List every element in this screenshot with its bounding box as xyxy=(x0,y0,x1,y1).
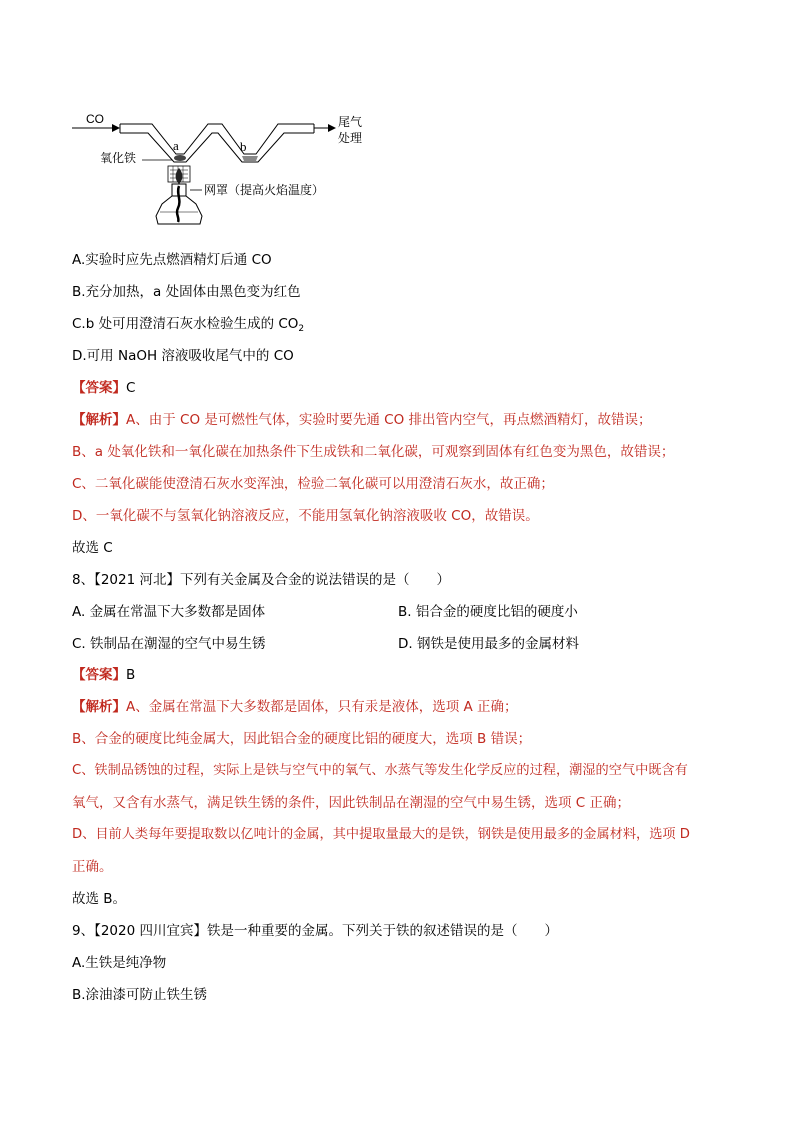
q7-analysis-4: D、一氧化碳不与氢氧化钠溶液反应，不能用氢氧化钠溶液吸收 CO，故错误。 xyxy=(72,508,539,524)
analysis-text: A、由于 CO 是可燃性气体，实验时要先通 CO 排出管内空气，再点燃酒精灯，故错误； xyxy=(126,412,652,428)
q8-conclusion: 故选 B。 xyxy=(72,891,127,907)
q7-option-c-subscript: 2 xyxy=(298,324,305,334)
glass-tube-outer xyxy=(120,124,314,154)
q9-option-b: B.涂油漆可防止铁生锈 xyxy=(72,987,208,1003)
q7-option-c-text: C.b 处可用澄清石灰水检验生成的 CO xyxy=(72,316,299,332)
glass-tube-inner xyxy=(120,133,314,162)
answer-value: C xyxy=(126,380,136,396)
q9-option-a: A.生铁是纯净物 xyxy=(72,955,167,971)
limewater xyxy=(242,156,258,161)
q8-analysis-3a: C、铁制品锈蚀的过程，实际上是铁与空气中的氧气、水蒸气等发生化学反应的过程，潮湿的空气中既含有 xyxy=(72,763,688,778)
q8-option-d: D. 钢铁是使用最多的金属材料 xyxy=(398,636,579,652)
co-label: CO xyxy=(86,112,104,126)
q8-analysis-1 xyxy=(72,698,518,716)
q7-analysis-2: B、a 处氧化铁和一氧化碳在加热条件下生成铁和二氧化碳，可观察到固体有红色变为黑色，故错误； xyxy=(72,444,675,460)
analysis-tag: 【解析】 xyxy=(72,699,126,715)
mesh-label: 网罩（提高火焰温度） xyxy=(204,183,325,197)
exhaust-label-1: 尾气 xyxy=(338,115,363,129)
q8-analysis-3b: 氧气，又含有水蒸气，满足铁生锈的条件，因此铁制品在潮湿的空气中易生锈，选项 C 正确； xyxy=(72,795,631,811)
q8-option-a: A. 金属在常温下大多数都是固体 xyxy=(72,604,266,620)
label-b: b xyxy=(240,139,247,154)
q7-option-d: D.可用 NaOH 溶液吸收尾气中的 CO xyxy=(72,348,294,364)
q7-option-b: B.充分加热，a 处固体由黑色变为红色 xyxy=(72,284,301,300)
q7-option-c xyxy=(72,315,304,338)
exhaust-arrowhead xyxy=(328,124,336,132)
q8-option-c: C. 铁制品在潮湿的空气中易生锈 xyxy=(72,636,266,652)
q7-answer xyxy=(72,379,135,397)
apparatus-diagram xyxy=(72,108,372,228)
answer-tag: 【答案】 xyxy=(72,380,126,396)
iron-oxide-solid xyxy=(174,155,186,161)
q8-analysis-2: B、合金的硬度比纯金属大，因此铝合金的硬度比铝的硬度大，选项 B 错误； xyxy=(72,731,532,747)
analysis-text: A、金属在常温下大多数都是固体，只有汞是液体，选项 A 正确； xyxy=(126,699,518,715)
exhaust-label-2: 处理 xyxy=(338,131,363,145)
q8-option-b: B. 铝合金的硬度比铝的硬度小 xyxy=(398,604,578,620)
label-a: a xyxy=(173,138,179,153)
q8-answer xyxy=(72,666,135,684)
q7-analysis-3: C、二氧化碳能使澄清石灰水变浑浊，检验二氧化碳可以用澄清石灰水，故正确； xyxy=(72,476,554,492)
q9-stem: 9、【2020 四川宜宾】铁是一种重要的金属。下列关于铁的叙述错误的是（ ） xyxy=(72,923,558,939)
q8-analysis-4b: 正确。 xyxy=(72,859,113,875)
wick xyxy=(177,186,179,222)
analysis-tag: 【解析】 xyxy=(72,412,126,428)
q8-stem: 8、【2021 河北】下列有关金属及合金的说法错误的是（ ） xyxy=(72,572,450,588)
iron-oxide-label: 氧化铁 xyxy=(100,151,137,165)
answer-tag: 【答案】 xyxy=(72,667,126,683)
q7-conclusion: 故选 C xyxy=(72,540,113,556)
q7-option-a: A.实验时应先点燃酒精灯后通 CO xyxy=(72,252,272,268)
answer-value: B xyxy=(126,667,136,683)
co-inlet-arrowhead xyxy=(112,124,120,132)
q7-analysis-1 xyxy=(72,411,652,429)
q8-analysis-4a: D、目前人类每年要提取数以亿吨计的金属，其中提取量最大的是铁，钢铁是使用最多的金属材料，选项 D xyxy=(72,827,690,842)
